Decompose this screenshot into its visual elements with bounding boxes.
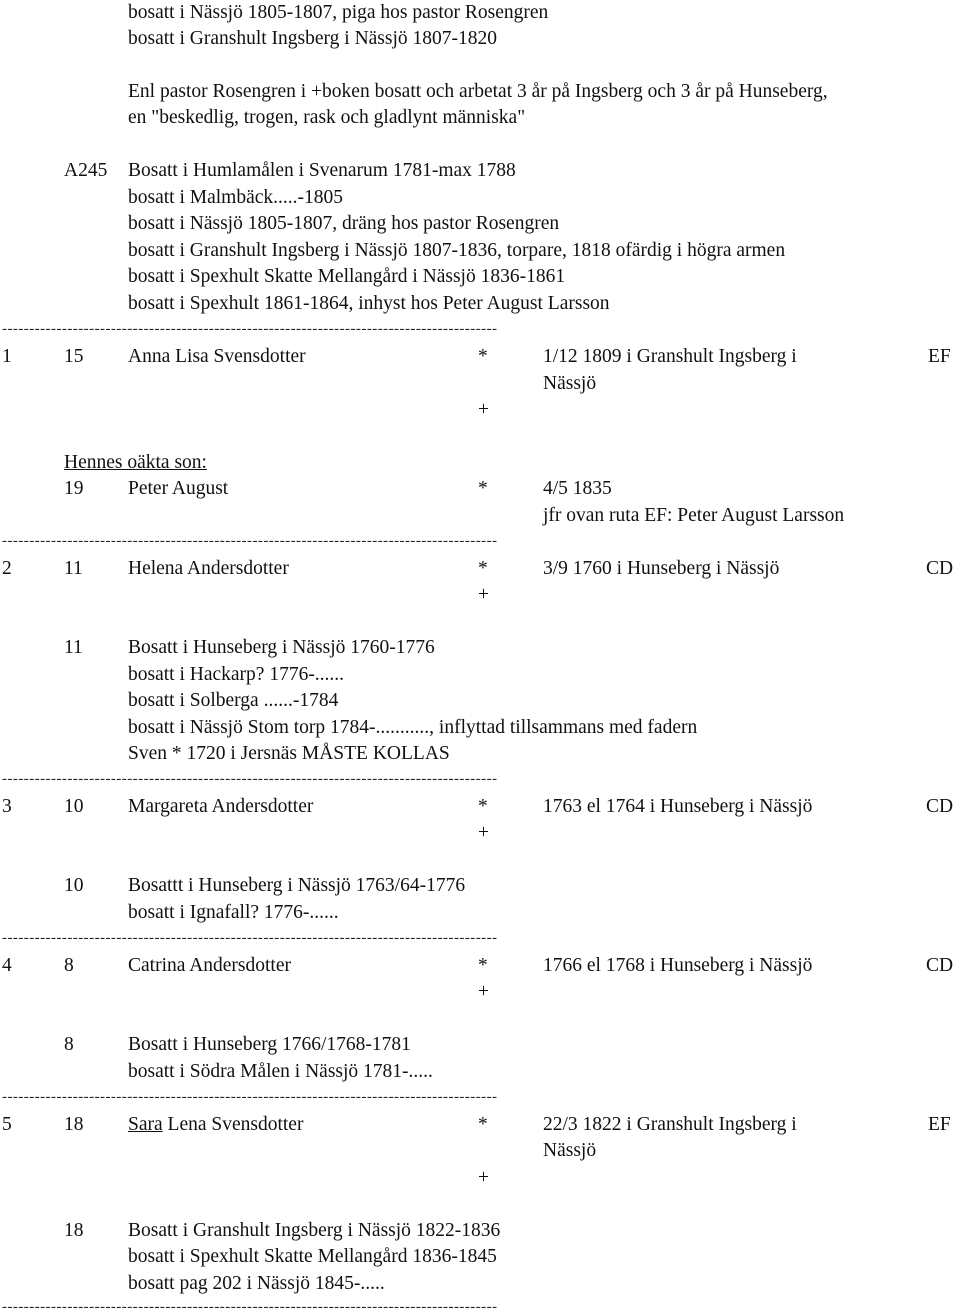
residence-code: 8 [64, 1034, 74, 1055]
entry-code: 11 [64, 558, 83, 579]
birth-mark: * [478, 346, 488, 367]
residence-line: bosatt i Nässjö Stom torp 1784-..........., inflyttad tillsammans med fadern [128, 717, 698, 738]
birth-info: 1/12 1809 i Granshult Ingsberg i [543, 346, 797, 367]
residence-line: Bosatt i Granshult Ingsberg i Nässjö 1822-1836 [128, 1220, 501, 1241]
residence-line: Bosatt i Humlamålen i Svenarum 1781-max 1788 [128, 160, 516, 181]
intro-line-1: bosatt i Nässjö 1805-1807, piga hos pastor Rosengren [128, 2, 549, 23]
birth-info: 1766 el 1768 i Hunseberg i Nässjö [543, 955, 813, 976]
child-birth: 4/5 1835 [543, 478, 612, 499]
record-id: A245 [64, 160, 108, 181]
residence-line: bosatt i Spexhult Skatte Mellangård i Nässjö 1836-1861 [128, 266, 566, 287]
entry-number: 1 [2, 346, 12, 367]
birth-mark: * [478, 1114, 488, 1135]
residence-line: bosatt i Granshult Ingsberg i Nässjö 1807-1836, torpare, 1818 ofärdig i högra armen [128, 240, 786, 261]
entry-number: 5 [2, 1114, 12, 1135]
residence-line: bosatt i Ignafall? 1776-...... [128, 902, 339, 923]
entry-code: 8 [64, 955, 74, 976]
person-name-underlined: Sara [128, 1114, 163, 1135]
child-heading: Hennes oäkta son: [64, 452, 207, 473]
birth-mark: * [478, 955, 488, 976]
entry-number: 3 [2, 796, 12, 817]
death-mark: + [478, 584, 489, 605]
birth-mark: * [478, 478, 488, 499]
person-name: Catrina Andersdotter [128, 955, 291, 976]
birth-info-cont: Nässjö [543, 373, 597, 394]
residence-line: Bosattt i Hunseberg i Nässjö 1763/64-1776 [128, 875, 466, 896]
person-name [128, 1113, 303, 1137]
separator-line: ------------------------------------------------------------------------------------------- [2, 930, 498, 946]
residence-line: bosatt i Spexhult 1861-1864, inhyst hos Peter August Larsson [128, 293, 610, 314]
entry-number: 4 [2, 955, 12, 976]
residence-code: 10 [64, 875, 84, 896]
intro-line-4: en "beskedlig, trogen, rask och gladlynt människa" [128, 107, 526, 128]
residence-line: bosatt pag 202 i Nässjö 1845-..... [128, 1273, 385, 1294]
residence-line: bosatt i Spexhult Skatte Mellangård 1836-1845 [128, 1246, 497, 1267]
reference-code: EF [928, 1114, 951, 1135]
separator-line: ------------------------------------------------------------------------------------------- [2, 533, 498, 549]
residence-line: Bosatt i Hunseberg i Nässjö 1760-1776 [128, 637, 435, 658]
person-name: Anna Lisa Svensdotter [128, 346, 306, 367]
birth-info: 3/9 1760 i Hunseberg i Nässjö [543, 558, 780, 579]
birth-mark: * [478, 796, 488, 817]
birth-info: 22/3 1822 i Granshult Ingsberg i [543, 1114, 797, 1135]
death-mark: + [478, 822, 489, 843]
separator-line: ------------------------------------------------------------------------------------------- [2, 1299, 498, 1315]
entry-code: 18 [64, 1114, 84, 1135]
person-name-rest: Lena Svensdotter [162, 1114, 304, 1135]
residence-line: Sven * 1720 i Jersnäs MÅSTE KOLLAS [128, 743, 450, 764]
intro-line-3: Enl pastor Rosengren i +boken bosatt och arbetat 3 år på Ingsberg och 3 år på Hunseberg, [128, 81, 828, 102]
birth-info: 1763 el 1764 i Hunseberg i Nässjö [543, 796, 813, 817]
residence-code: 11 [64, 637, 83, 658]
intro-line-2: bosatt i Granshult Ingsberg i Nässjö 1807-1820 [128, 28, 498, 49]
separator-line: ------------------------------------------------------------------------------------------- [2, 321, 498, 337]
reference-code: CD [926, 955, 954, 976]
death-mark: + [478, 1167, 489, 1188]
entry-number: 2 [2, 558, 12, 579]
residence-line: bosatt i Nässjö 1805-1807, dräng hos pastor Rosengren [128, 213, 560, 234]
residence-line: bosatt i Malmbäck.....-1805 [128, 187, 344, 208]
death-mark: + [478, 399, 489, 420]
person-name: Margareta Andersdotter [128, 796, 314, 817]
birth-mark: * [478, 558, 488, 579]
reference-code: CD [926, 558, 954, 579]
separator-line: ------------------------------------------------------------------------------------------- [2, 771, 498, 787]
child-name: Peter August [128, 478, 229, 499]
reference-code: CD [926, 796, 954, 817]
residence-line: Bosatt i Hunseberg 1766/1768-1781 [128, 1034, 411, 1055]
birth-info-cont: Nässjö [543, 1140, 597, 1161]
entry-code: 10 [64, 796, 84, 817]
residence-line: bosatt i Södra Målen i Nässjö 1781-..... [128, 1061, 433, 1082]
residence-line: bosatt i Solberga ......-1784 [128, 690, 339, 711]
child-note: jfr ovan ruta EF: Peter August Larsson [543, 505, 845, 526]
separator-line: ------------------------------------------------------------------------------------------- [2, 1089, 498, 1105]
person-name: Helena Andersdotter [128, 558, 289, 579]
entry-code: 15 [64, 346, 84, 367]
reference-code: EF [928, 346, 951, 367]
residence-line: bosatt i Hackarp? 1776-...... [128, 664, 345, 685]
death-mark: + [478, 981, 489, 1002]
child-code: 19 [64, 478, 84, 499]
residence-code: 18 [64, 1220, 84, 1241]
